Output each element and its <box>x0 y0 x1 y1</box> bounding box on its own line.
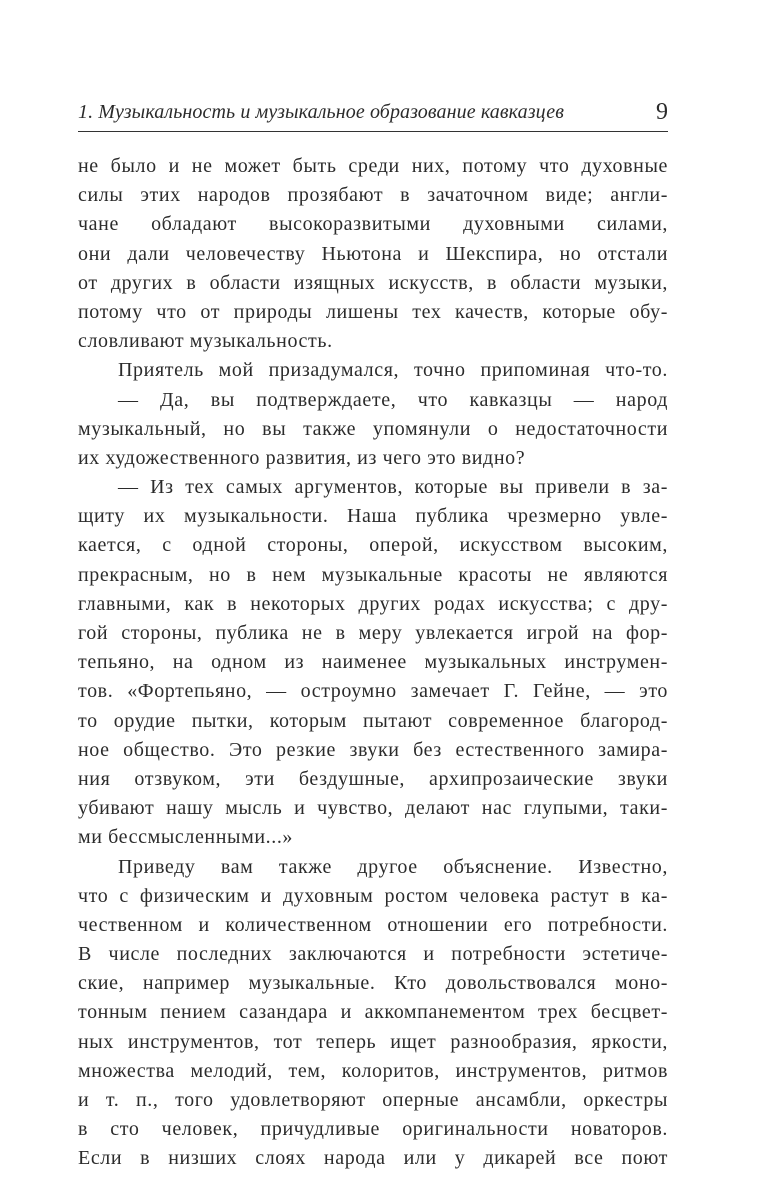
text-line: ские, например музыкальные. Кто довольствовался моно- <box>78 972 668 995</box>
text-line: потому что от природы лишены тех качеств, которые обу- <box>78 300 668 323</box>
text-line: тов. «Фортепьяно, — остроумно замечает Г. Гейне, — это <box>78 680 668 703</box>
text-line: они дали человечеству Ньютона и Шекспира, но отстали <box>78 242 668 265</box>
text-line: ми бессмысленными...» <box>78 826 294 849</box>
page-number: 9 <box>656 99 668 125</box>
text-line: убивают нашу мысль и чувство, делают нас глупыми, таки- <box>78 797 668 820</box>
text-line: музыкальный, но вы также упомянули о недостаточности <box>78 417 668 440</box>
body-text <box>78 152 668 1174</box>
text-line: В числе последних заключаются и потребности эстетиче- <box>78 943 668 966</box>
running-header <box>78 101 668 132</box>
text-line: силы этих народов прозябают в зачаточном виде; англи- <box>78 184 668 207</box>
text-line: — Из тех самых аргументов, которые вы привели в за- <box>118 476 668 499</box>
text-line: главными, как в некоторых других родах искусства; с дру- <box>78 592 668 615</box>
text-line: что с физическим и духовным ростом человека растут в ка- <box>78 884 668 907</box>
text-line: их художественного развития, из чего это видно? <box>78 446 526 469</box>
text-line: словливают музыкальность. <box>78 330 333 353</box>
text-line: тонным пением сазандара и аккомпанементом трех бесцвет- <box>78 1001 668 1024</box>
text-line: ное общество. Это резкие звуки без естественного замира- <box>78 738 668 761</box>
text-line: щиту их музыкальности. Наша публика чрезмерно увле- <box>78 505 668 528</box>
text-line: в сто человек, причудливые оригинальности новаторов. <box>78 1118 668 1141</box>
text-line: чественном и количественном отношении его потребности. <box>78 913 668 936</box>
text-line: Приятель мой призадумался, точно припоминая что-то. <box>118 359 668 382</box>
text-line: прекрасным, но в нем музыкальные красоты не являются <box>78 563 668 586</box>
text-line: и т. п., того удовлетворяют оперные ансамбли, оркестры <box>78 1089 668 1111</box>
text-line: Если в низших слоях народа или у дикарей все поют <box>78 1147 668 1170</box>
text-line: чане обладают высокоразвитыми духовными силами, <box>78 213 668 236</box>
text-line: — Да, вы подтверждаете, что кавказцы — народ <box>118 388 668 411</box>
text-line: тепьяно, на одном из наименее музыкальных инструмен- <box>78 651 668 674</box>
text-line: множества мелодий, тем, колоритов, инструментов, ритмов <box>78 1059 668 1082</box>
text-line: ния отзвуком, эти бездушные, архипрозаические звуки <box>78 767 668 790</box>
text-line: от других в области изящных искусств, в области музыки, <box>78 271 668 294</box>
text-line: ных инструментов, тот теперь ищет разнообразия, яркости, <box>78 1030 668 1053</box>
text-line: кается, с одной стороны, оперой, искусством высоким, <box>78 534 668 557</box>
text-line: Приведу вам также другое объяснение. Известно, <box>118 855 668 878</box>
text-line: то орудие пытки, которым пытают современное благород- <box>78 709 668 732</box>
running-title: 1. Музыкальность и музыкальное образование кавказцев <box>78 101 564 123</box>
text-line: не было и не может быть среди них, потому что духовные <box>78 155 668 177</box>
text-line: гой стороны, публика не в меру увлекается игрой на фор- <box>78 622 668 644</box>
